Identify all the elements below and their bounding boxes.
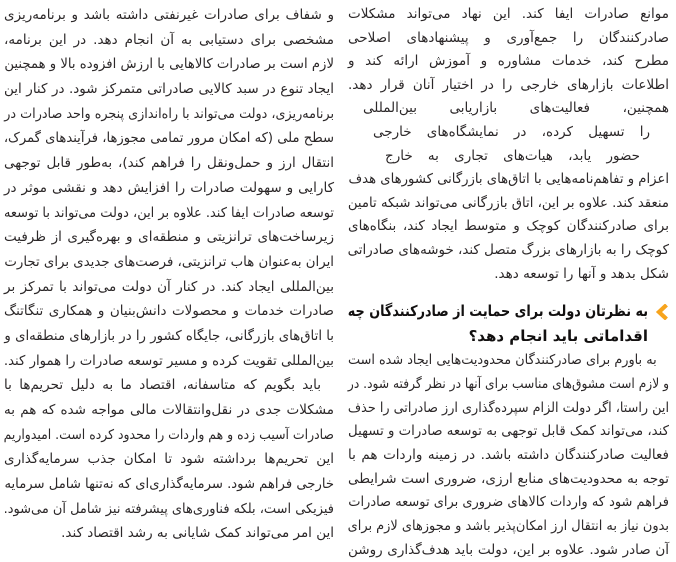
text-line: و لازم است مشوق‌های مناسب برای آنها در نظر گرفته شود. در — [347, 375, 669, 392]
left-text-column — [4, 3, 334, 546]
text-line: مشخصی برای دستیابی به آن انجام دهد. در این برنامه، — [4, 31, 334, 48]
text-line: زیرساخت‌های ترانزیتی و منطقه‌ای و بهره‌گیری از ظرفیت — [4, 229, 334, 246]
runaround-text-line: همچنین، فعالیت‌های بازاریابی بین‌المللی — [363, 100, 669, 117]
question-heading-line: اقداماتی باید انجام دهد؟ — [468, 326, 648, 345]
text-line: فعالیت صادرکنندگان داشته باشد. در زمینه واردات هم با — [348, 446, 669, 463]
text-line: بین‌المللی ایجاد کند. در کنار آن دولت می‌تواند با تمرکز بر — [4, 278, 334, 295]
text-line: موانع صادرات ایفا کند. این نهاد می‌تواند مشکلات — [348, 6, 669, 22]
text-line: کوچک را به بازارهای بزرگ متصل کند، خوشه‌های صادراتی — [347, 241, 669, 258]
text-line: آن صادر شود. علاوه بر این، دولت باید هدف‌گذاری روشن — [348, 541, 669, 558]
text-line: منعقد کند. علاوه بر این، اتاق بازرگانی می‌تواند شبکه تامین — [347, 194, 669, 211]
text-line: سطح ملی (که امکان مرور تمامی مجوزها، فرآیندهای گمرک، — [3, 130, 334, 147]
text-line: صادرات آسیب زده و هم واردات را محدود کرده است. امیدواریم — [3, 426, 335, 443]
question-chevron-icon — [656, 304, 668, 320]
answer-paragraph — [348, 349, 669, 562]
text-line: صادرکنندگان را جمع‌آوری و پیشنهادهای اصلاحی — [348, 29, 669, 46]
text-line: کند، می‌تواند کمک قابل توجهی به توسعه صادرات و تسهیل — [348, 423, 669, 440]
paragraph-first-line: به باورم برای صادرکنندگان محدودیت‌هایی ایجاد شده است — [347, 352, 657, 369]
text-line: و شفاف برای صادرات غیرنفتی داشته باشد و برنامه‌ریزی — [4, 7, 334, 23]
paragraph-last-line: این امر می‌تواند کمک شایانی به رشد اقتصاد کند. — [61, 525, 334, 542]
text-line: مطرح کند، خدمات مشاوره و آموزش ارائه کند و — [348, 53, 669, 70]
text-line: بین‌المللی تقویت کرده و مسیر توسعه صادرات را هموار کند. — [3, 352, 334, 369]
text-line: اطلاعات بازارهای خارجی را در اختیار آنان قرار دهد. — [348, 76, 669, 93]
text-line: این راستا، اگر دولت الزام سپرده‌گذاری ارز صادراتی را حذف — [347, 399, 669, 416]
text-line: خارجی فراهم شود. سرمایه‌گذاری‌ای که نه‌تنها شامل سرمایه — [4, 476, 335, 493]
text-line: انتقال ارز و حمل‌ونقل را فراهم کند)، به‌طور قابل توجهی — [4, 155, 334, 172]
text-line: توجه به محدودیت‌های منابع ارزی، ضروری است شرایطی — [348, 470, 669, 487]
text-line: صادرات خدمات و محصولات دانش‌بنیان و همکاری تنگاتنگ — [4, 303, 334, 320]
text-line: لازم است بر صادرات کالاهایی با ارزش افزوده بالا و همچنین — [4, 56, 335, 73]
text-line: ایران به‌عنوان هاب ترانزیتی، فرصت‌های جدیدی برای تجارت — [4, 253, 335, 270]
text-line: بدون نیاز به انتقال ارز امکان‌پذیر باشد و مجوزهای لازم برای — [347, 517, 669, 534]
runaround-text-line: را تسهیل کرده، در نمایشگاه‌های خارجی — [373, 123, 650, 140]
text-line: اعزام و تفاهم‌نامه‌هایی با اتاق‌های بازرگانی کشورهای هدف — [348, 171, 669, 188]
question-heading-line: به نظرتان دولت برای حمایت از صادرکنندگان چه — [347, 302, 648, 321]
paragraph-first-line: باید بگویم که متاسفانه، اقتصاد ما به دلیل تحریم‌ها با — [4, 377, 321, 394]
text-line: این تحریم‌ها برداشته شود تا امکان جذب سرمایه‌گذاری — [4, 451, 334, 468]
runaround-text-line: حضور یابد، هیات‌های تجاری به خارج — [385, 147, 640, 164]
text-line: برنامه‌ریزی، دولت می‌تواند با راه‌اندازی پنجره واحد صادرات در — [4, 105, 334, 122]
text-line: توسعه صادرات ایفا کند. علاوه بر این، دولت می‌تواند با توسعه — [3, 204, 334, 221]
right-text-column — [348, 3, 669, 562]
paragraph-last-line: شکل بدهد و آنها را توسعه دهد. — [494, 265, 669, 282]
text-line: فیزیکی است، بلکه فناوری‌های پیشرفته نیز شامل آن می‌شود. — [3, 500, 334, 517]
text-line: مشکلات جدی در نقل‌وانتقالات مالی مواجه شده که هم به — [4, 402, 334, 418]
text-line: فراهم شود که واردات کالاهای ضروری برای توسعه صادرات — [348, 494, 669, 511]
text-line: کارایی و سهولت صادرات را افزایش دهد و نقشی موثر در — [4, 179, 334, 196]
interview-question-heading — [348, 299, 669, 348]
text-line: ایجاد تنوع در سبد کالایی صادراتی متمرکز شود. در کنار این — [4, 81, 334, 98]
text-line: برای صادرکنندگان کوچک و متوسط ایجاد کند، بنگاه‌های — [348, 218, 669, 235]
text-line: با اتاق‌های بازرگانی، جایگاه کشور را در بازارهای منطقه‌ای و — [4, 327, 335, 344]
